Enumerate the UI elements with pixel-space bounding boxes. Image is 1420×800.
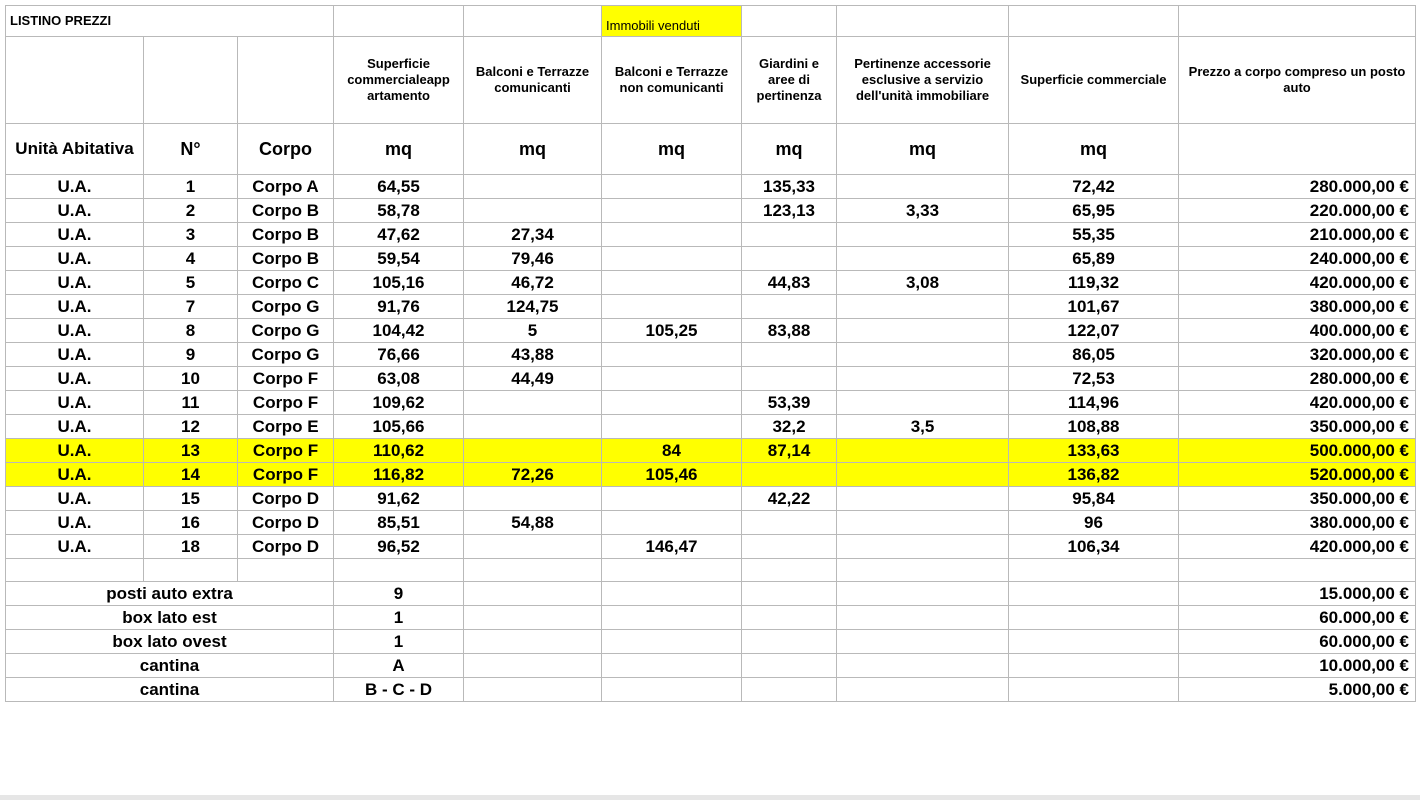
cell-extra-qty[interactable]: 1 xyxy=(334,630,464,654)
table-row xyxy=(6,415,1416,439)
cell[interactable] xyxy=(6,559,144,582)
cell-superficie-commerciale[interactable]: 95,84 xyxy=(1009,487,1179,511)
header-pertinenze[interactable]: Pertinenze accessorie esclusive a servizio dell'unità immobiliare xyxy=(837,37,1009,124)
cell-tipo[interactable]: U.A. xyxy=(6,199,144,223)
cell[interactable] xyxy=(1009,654,1179,678)
unit-mq[interactable]: mq xyxy=(837,124,1009,175)
cell-balconi-comunicanti[interactable]: 5 xyxy=(464,319,602,343)
price-list-table xyxy=(5,5,1416,702)
cell-pertinenze[interactable] xyxy=(837,511,1009,535)
cell-tipo[interactable]: U.A. xyxy=(6,535,144,559)
cell[interactable] xyxy=(334,559,464,582)
sold-legend[interactable]: Immobili venduti xyxy=(602,6,742,37)
unit-mq[interactable]: mq xyxy=(1009,124,1179,175)
extra-row xyxy=(6,678,1416,702)
cell-numero[interactable]: 18 xyxy=(144,535,238,559)
cell-balconi-comunicanti[interactable]: 43,88 xyxy=(464,343,602,367)
cell-numero[interactable]: 15 xyxy=(144,487,238,511)
cell-superficie[interactable]: 116,82 xyxy=(334,463,464,487)
cell-balconi-comunicanti[interactable]: 72,26 xyxy=(464,463,602,487)
cell-giardini[interactable] xyxy=(742,535,837,559)
cell-superficie-commerciale[interactable]: 72,42 xyxy=(1009,175,1179,199)
cell[interactable] xyxy=(602,582,742,606)
cell-giardini[interactable] xyxy=(742,463,837,487)
cell[interactable] xyxy=(742,606,837,630)
header-superficie-appartamento[interactable]: Superficie commercialeapp artamento xyxy=(334,37,464,124)
cell-superficie[interactable]: 64,55 xyxy=(334,175,464,199)
cell-tipo[interactable]: U.A. xyxy=(6,175,144,199)
table-row xyxy=(6,463,1416,487)
cell-balconi-non-comunicanti[interactable] xyxy=(602,415,742,439)
table-row xyxy=(6,487,1416,511)
table-row xyxy=(6,343,1416,367)
cell-superficie[interactable]: 58,78 xyxy=(334,199,464,223)
cell-pertinenze[interactable] xyxy=(837,367,1009,391)
cell[interactable] xyxy=(602,678,742,702)
cell-pertinenze[interactable] xyxy=(837,295,1009,319)
cell-balconi-non-comunicanti[interactable]: 146,47 xyxy=(602,535,742,559)
cell-giardini[interactable] xyxy=(742,343,837,367)
cell-numero[interactable]: 7 xyxy=(144,295,238,319)
cell-tipo[interactable]: U.A. xyxy=(6,319,144,343)
cell[interactable] xyxy=(837,582,1009,606)
cell-extra-qty[interactable]: A xyxy=(334,654,464,678)
cell[interactable] xyxy=(464,678,602,702)
cell-extra-label[interactable]: cantina xyxy=(6,654,334,678)
cell-extra-label[interactable]: posti auto extra xyxy=(6,582,334,606)
header-prezzo[interactable]: Prezzo a corpo compreso un posto auto xyxy=(1179,37,1416,124)
cell-pertinenze[interactable]: 3,08 xyxy=(837,271,1009,295)
cell-extra-label[interactable]: cantina xyxy=(6,678,334,702)
extra-row xyxy=(6,630,1416,654)
cell[interactable] xyxy=(144,559,238,582)
cell[interactable] xyxy=(742,630,837,654)
cell-superficie[interactable]: 91,62 xyxy=(334,487,464,511)
header-balconi-comunicanti[interactable]: Balconi e Terrazze comunicanti xyxy=(464,37,602,124)
cell-superficie-commerciale[interactable]: 96 xyxy=(1009,511,1179,535)
cell-prezzo[interactable]: 210.000,00 € xyxy=(1179,223,1416,247)
cell-balconi-comunicanti[interactable]: 44,49 xyxy=(464,367,602,391)
cell-numero[interactable]: 16 xyxy=(144,511,238,535)
cell-prezzo[interactable]: 280.000,00 € xyxy=(1179,367,1416,391)
cell-superficie-commerciale[interactable]: 65,95 xyxy=(1009,199,1179,223)
cell-extra-label[interactable]: box lato ovest xyxy=(6,630,334,654)
cell-corpo[interactable]: Corpo A xyxy=(238,175,334,199)
cell-pertinenze[interactable]: 3,33 xyxy=(837,199,1009,223)
cell[interactable] xyxy=(837,630,1009,654)
table-row xyxy=(6,247,1416,271)
cell-superficie[interactable]: 91,76 xyxy=(334,295,464,319)
cell-numero[interactable]: 10 xyxy=(144,367,238,391)
cell-corpo[interactable]: Corpo D xyxy=(238,511,334,535)
cell-tipo[interactable]: U.A. xyxy=(6,247,144,271)
cell-prezzo[interactable]: 280.000,00 € xyxy=(1179,175,1416,199)
cell[interactable] xyxy=(602,630,742,654)
cell-extra-qty[interactable]: 9 xyxy=(334,582,464,606)
cell[interactable] xyxy=(837,6,1009,37)
table-row xyxy=(6,535,1416,559)
cell-superficie[interactable]: 109,62 xyxy=(334,391,464,415)
cell-superficie-commerciale[interactable]: 133,63 xyxy=(1009,439,1179,463)
cell-superficie[interactable]: 110,62 xyxy=(334,439,464,463)
cell-tipo[interactable]: U.A. xyxy=(6,439,144,463)
table-row xyxy=(6,319,1416,343)
cell-prezzo[interactable]: 380.000,00 € xyxy=(1179,295,1416,319)
table-row xyxy=(6,511,1416,535)
cell-giardini[interactable]: 42,22 xyxy=(742,487,837,511)
cell-tipo[interactable]: U.A. xyxy=(6,271,144,295)
blank-row xyxy=(6,559,1416,582)
cell-prezzo[interactable]: 220.000,00 € xyxy=(1179,199,1416,223)
cell[interactable] xyxy=(238,37,334,124)
cell-giardini[interactable]: 44,83 xyxy=(742,271,837,295)
cell-extra-prezzo[interactable]: 60.000,00 € xyxy=(1179,630,1416,654)
cell-pertinenze[interactable]: 3,5 xyxy=(837,415,1009,439)
cell[interactable] xyxy=(837,559,1009,582)
cell-balconi-non-comunicanti[interactable] xyxy=(602,511,742,535)
cell-balconi-comunicanti[interactable]: 46,72 xyxy=(464,271,602,295)
cell-balconi-comunicanti[interactable] xyxy=(464,199,602,223)
unit-mq[interactable]: mq xyxy=(742,124,837,175)
cell-pertinenze[interactable] xyxy=(837,319,1009,343)
cell-superficie-commerciale[interactable]: 114,96 xyxy=(1009,391,1179,415)
cell[interactable] xyxy=(742,654,837,678)
cell-superficie-commerciale[interactable]: 122,07 xyxy=(1009,319,1179,343)
cell-prezzo[interactable]: 420.000,00 € xyxy=(1179,391,1416,415)
cell-balconi-non-comunicanti[interactable] xyxy=(602,223,742,247)
cell[interactable] xyxy=(1009,582,1179,606)
cell-giardini[interactable]: 53,39 xyxy=(742,391,837,415)
cell[interactable] xyxy=(464,654,602,678)
cell-balconi-non-comunicanti[interactable] xyxy=(602,487,742,511)
cell-superficie-commerciale[interactable]: 72,53 xyxy=(1009,367,1179,391)
cell-corpo[interactable]: Corpo B xyxy=(238,247,334,271)
cell-superficie-commerciale[interactable]: 136,82 xyxy=(1009,463,1179,487)
cell-prezzo[interactable]: 420.000,00 € xyxy=(1179,535,1416,559)
header-numero[interactable]: N° xyxy=(144,124,238,175)
cell[interactable] xyxy=(1009,606,1179,630)
cell-pertinenze[interactable] xyxy=(837,535,1009,559)
cell-prezzo[interactable]: 320.000,00 € xyxy=(1179,343,1416,367)
cell-balconi-comunicanti[interactable] xyxy=(464,487,602,511)
cell[interactable] xyxy=(1009,630,1179,654)
cell-corpo[interactable]: Corpo F xyxy=(238,391,334,415)
cell-balconi-comunicanti[interactable] xyxy=(464,415,602,439)
unit-mq[interactable]: mq xyxy=(334,124,464,175)
cell-pertinenze[interactable] xyxy=(837,439,1009,463)
cell-pertinenze[interactable] xyxy=(837,391,1009,415)
units-row xyxy=(6,124,1416,175)
cell-corpo[interactable]: Corpo D xyxy=(238,487,334,511)
table-row xyxy=(6,199,1416,223)
table-row xyxy=(6,367,1416,391)
cell-prezzo[interactable]: 420.000,00 € xyxy=(1179,271,1416,295)
cell-numero[interactable]: 14 xyxy=(144,463,238,487)
cell-corpo[interactable]: Corpo F xyxy=(238,367,334,391)
cell-balconi-non-comunicanti[interactable]: 105,46 xyxy=(602,463,742,487)
extra-row xyxy=(6,582,1416,606)
unit-mq[interactable]: mq xyxy=(602,124,742,175)
cell-balconi-non-comunicanti[interactable]: 84 xyxy=(602,439,742,463)
cell-superficie[interactable]: 85,51 xyxy=(334,511,464,535)
cell-tipo[interactable]: U.A. xyxy=(6,415,144,439)
cell-superficie-commerciale[interactable]: 119,32 xyxy=(1009,271,1179,295)
cell-balconi-non-comunicanti[interactable] xyxy=(602,271,742,295)
cell-balconi-non-comunicanti[interactable] xyxy=(602,247,742,271)
cell-corpo[interactable]: Corpo F xyxy=(238,439,334,463)
cell-pertinenze[interactable] xyxy=(837,175,1009,199)
cell-pertinenze[interactable] xyxy=(837,223,1009,247)
table-row xyxy=(6,295,1416,319)
cell-superficie[interactable]: 105,66 xyxy=(334,415,464,439)
cell-superficie-commerciale[interactable]: 86,05 xyxy=(1009,343,1179,367)
cell-corpo[interactable]: Corpo E xyxy=(238,415,334,439)
cell[interactable] xyxy=(464,606,602,630)
cell-superficie[interactable]: 104,42 xyxy=(334,319,464,343)
cell[interactable] xyxy=(1179,559,1416,582)
unit-mq[interactable]: mq xyxy=(464,124,602,175)
cell-extra-prezzo[interactable]: 15.000,00 € xyxy=(1179,582,1416,606)
table-row xyxy=(6,175,1416,199)
cell-prezzo[interactable]: 500.000,00 € xyxy=(1179,439,1416,463)
cell[interactable] xyxy=(464,6,602,37)
cell-balconi-comunicanti[interactable]: 124,75 xyxy=(464,295,602,319)
cell-superficie[interactable]: 63,08 xyxy=(334,367,464,391)
cell-numero[interactable]: 9 xyxy=(144,343,238,367)
cell-balconi-comunicanti[interactable]: 27,34 xyxy=(464,223,602,247)
cell-corpo[interactable]: Corpo F xyxy=(238,463,334,487)
cell-extra-prezzo[interactable]: 10.000,00 € xyxy=(1179,654,1416,678)
cell-tipo[interactable]: U.A. xyxy=(6,343,144,367)
cell[interactable] xyxy=(464,582,602,606)
cell-superficie-commerciale[interactable]: 55,35 xyxy=(1009,223,1179,247)
cell-superficie[interactable]: 47,62 xyxy=(334,223,464,247)
cell[interactable] xyxy=(144,37,238,124)
cell[interactable] xyxy=(742,559,837,582)
cell-giardini[interactable]: 135,33 xyxy=(742,175,837,199)
cell-corpo[interactable]: Corpo B xyxy=(238,199,334,223)
cell[interactable] xyxy=(6,37,144,124)
cell-prezzo[interactable]: 240.000,00 € xyxy=(1179,247,1416,271)
cell-balconi-comunicanti[interactable]: 79,46 xyxy=(464,247,602,271)
cell-superficie[interactable]: 59,54 xyxy=(334,247,464,271)
cell-extra-prezzo[interactable]: 60.000,00 € xyxy=(1179,606,1416,630)
cell-balconi-comunicanti[interactable] xyxy=(464,175,602,199)
cell-pertinenze[interactable] xyxy=(837,487,1009,511)
sheet-title[interactable]: LISTINO PREZZI xyxy=(6,6,334,37)
cell-numero[interactable]: 4 xyxy=(144,247,238,271)
cell-superficie-commerciale[interactable]: 106,34 xyxy=(1009,535,1179,559)
cell-numero[interactable]: 8 xyxy=(144,319,238,343)
cell-prezzo[interactable]: 400.000,00 € xyxy=(1179,319,1416,343)
cell-balconi-comunicanti[interactable]: 54,88 xyxy=(464,511,602,535)
table-row xyxy=(6,271,1416,295)
cell-giardini[interactable]: 123,13 xyxy=(742,199,837,223)
cell-giardini[interactable] xyxy=(742,367,837,391)
cell[interactable] xyxy=(464,559,602,582)
cell-giardini[interactable] xyxy=(742,223,837,247)
cell-superficie[interactable]: 105,16 xyxy=(334,271,464,295)
cell[interactable] xyxy=(602,606,742,630)
cell-prezzo[interactable]: 520.000,00 € xyxy=(1179,463,1416,487)
cell-balconi-non-comunicanti[interactable] xyxy=(602,199,742,223)
extra-row xyxy=(6,606,1416,630)
table-row xyxy=(6,223,1416,247)
cell-prezzo[interactable]: 350.000,00 € xyxy=(1179,487,1416,511)
cell-numero[interactable]: 2 xyxy=(144,199,238,223)
cell-pertinenze[interactable] xyxy=(837,247,1009,271)
cell-tipo[interactable]: U.A. xyxy=(6,367,144,391)
cell-balconi-comunicanti[interactable] xyxy=(464,535,602,559)
cell[interactable] xyxy=(1179,124,1416,175)
cell[interactable] xyxy=(742,582,837,606)
cell[interactable] xyxy=(1009,6,1179,37)
cell-extra-qty[interactable]: 1 xyxy=(334,606,464,630)
cell-giardini[interactable] xyxy=(742,295,837,319)
table-row xyxy=(6,439,1416,463)
cell-tipo[interactable]: U.A. xyxy=(6,295,144,319)
cell-corpo[interactable]: Corpo G xyxy=(238,343,334,367)
cell-numero[interactable]: 3 xyxy=(144,223,238,247)
cell-balconi-comunicanti[interactable] xyxy=(464,391,602,415)
cell-tipo[interactable]: U.A. xyxy=(6,487,144,511)
cell[interactable] xyxy=(742,678,837,702)
cell-corpo[interactable]: Corpo C xyxy=(238,271,334,295)
cell-numero[interactable]: 11 xyxy=(144,391,238,415)
cell[interactable] xyxy=(602,654,742,678)
cell-prezzo[interactable]: 380.000,00 € xyxy=(1179,511,1416,535)
table-row xyxy=(6,391,1416,415)
cell-pertinenze[interactable] xyxy=(837,463,1009,487)
cell-giardini[interactable] xyxy=(742,247,837,271)
header-corpo[interactable]: Corpo xyxy=(238,124,334,175)
cell-corpo[interactable]: Corpo D xyxy=(238,535,334,559)
extra-row xyxy=(6,654,1416,678)
cell-numero[interactable]: 13 xyxy=(144,439,238,463)
header-giardini[interactable]: Giardini e aree di pertinenza xyxy=(742,37,837,124)
cell[interactable] xyxy=(1009,559,1179,582)
cell-balconi-non-comunicanti[interactable] xyxy=(602,175,742,199)
cell-balconi-non-comunicanti[interactable]: 105,25 xyxy=(602,319,742,343)
cell[interactable] xyxy=(602,559,742,582)
cell-extra-label[interactable]: box lato est xyxy=(6,606,334,630)
cell-superficie[interactable]: 76,66 xyxy=(334,343,464,367)
cell-balconi-comunicanti[interactable] xyxy=(464,439,602,463)
header-row xyxy=(6,37,1416,124)
cell-balconi-non-comunicanti[interactable] xyxy=(602,295,742,319)
cell-tipo[interactable]: U.A. xyxy=(6,511,144,535)
cell-superficie[interactable]: 96,52 xyxy=(334,535,464,559)
cell-tipo[interactable]: U.A. xyxy=(6,223,144,247)
cell-tipo[interactable]: U.A. xyxy=(6,463,144,487)
header-balconi-non-comunicanti[interactable]: Balconi e Terrazze non comunicanti xyxy=(602,37,742,124)
cell[interactable] xyxy=(238,559,334,582)
cell-corpo[interactable]: Corpo B xyxy=(238,223,334,247)
cell[interactable] xyxy=(837,654,1009,678)
header-unita-abitativa[interactable]: Unità Abitativa xyxy=(6,124,144,175)
cell-corpo[interactable]: Corpo G xyxy=(238,319,334,343)
cell-giardini[interactable] xyxy=(742,511,837,535)
title-row xyxy=(6,6,1416,37)
cell-balconi-non-comunicanti[interactable] xyxy=(602,391,742,415)
cell[interactable] xyxy=(1009,678,1179,702)
cell-giardini[interactable]: 32,2 xyxy=(742,415,837,439)
cell-giardini[interactable]: 87,14 xyxy=(742,439,837,463)
cell-corpo[interactable]: Corpo G xyxy=(238,295,334,319)
cell-balconi-non-comunicanti[interactable] xyxy=(602,343,742,367)
cell[interactable] xyxy=(464,630,602,654)
cell[interactable] xyxy=(334,6,464,37)
cell-numero[interactable]: 1 xyxy=(144,175,238,199)
cell-superficie-commerciale[interactable]: 101,67 xyxy=(1009,295,1179,319)
cell-giardini[interactable]: 83,88 xyxy=(742,319,837,343)
cell[interactable] xyxy=(742,6,837,37)
cell-numero[interactable]: 12 xyxy=(144,415,238,439)
cell-numero[interactable]: 5 xyxy=(144,271,238,295)
cell[interactable] xyxy=(837,678,1009,702)
cell-pertinenze[interactable] xyxy=(837,343,1009,367)
cell-extra-prezzo[interactable]: 5.000,00 € xyxy=(1179,678,1416,702)
cell-superficie-commerciale[interactable]: 65,89 xyxy=(1009,247,1179,271)
cell-superficie-commerciale[interactable]: 108,88 xyxy=(1009,415,1179,439)
cell-prezzo[interactable]: 350.000,00 € xyxy=(1179,415,1416,439)
window-bottom-edge xyxy=(0,795,1420,800)
cell-extra-qty[interactable]: B - C - D xyxy=(334,678,464,702)
cell-balconi-non-comunicanti[interactable] xyxy=(602,367,742,391)
header-superficie-commerciale[interactable]: Superficie commerciale xyxy=(1009,37,1179,124)
cell-tipo[interactable]: U.A. xyxy=(6,391,144,415)
cell[interactable] xyxy=(1179,6,1416,37)
cell[interactable] xyxy=(837,606,1009,630)
